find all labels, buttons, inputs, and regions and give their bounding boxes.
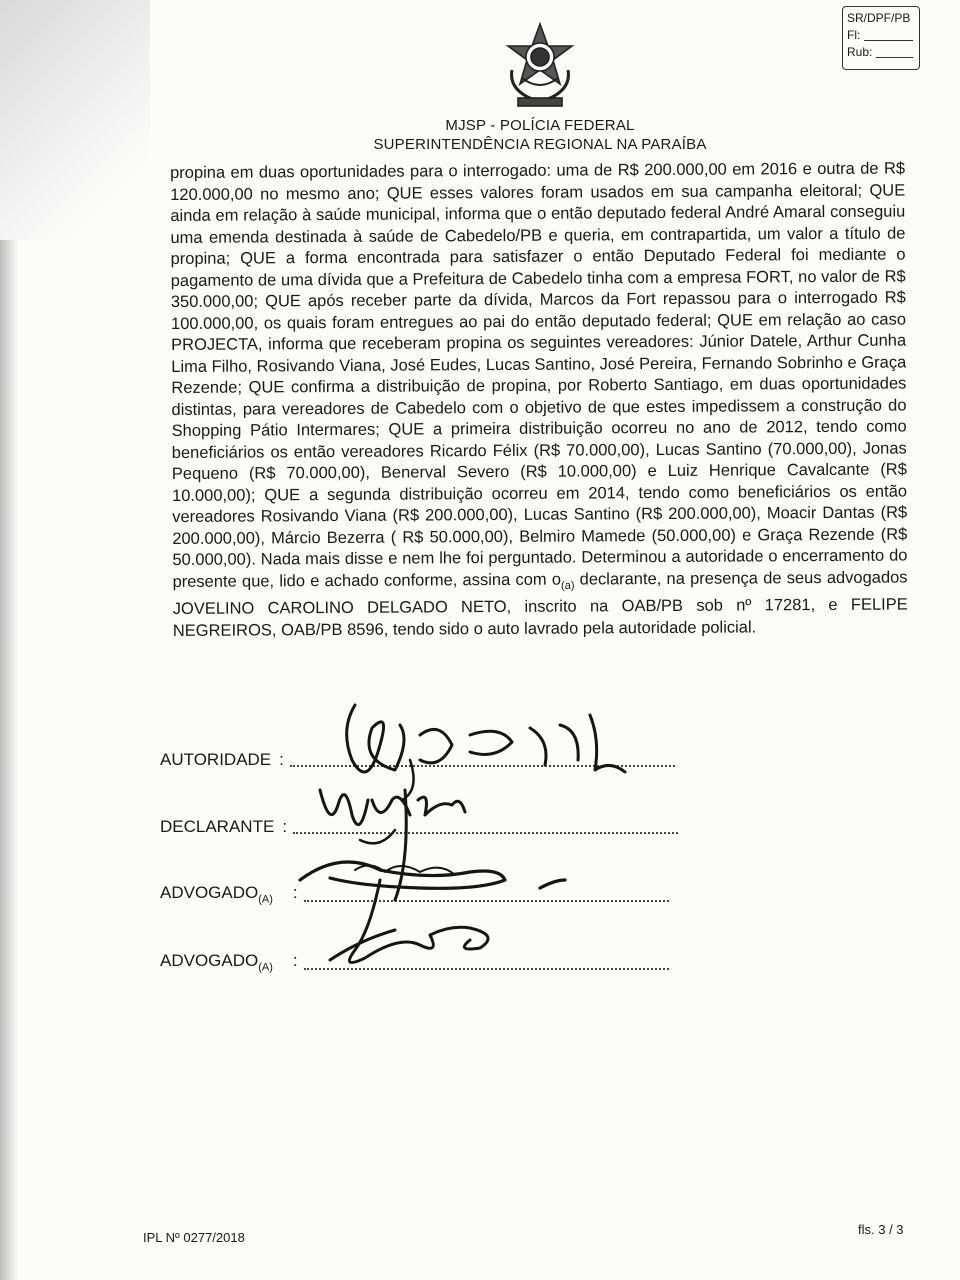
signature-label-declarante: DECLARANTE [160, 817, 275, 836]
signature-dotted-line [290, 764, 675, 767]
stamp-folio-label: Fl: [847, 28, 861, 42]
signature-separator: : [292, 883, 298, 902]
signature-line-autoridade [160, 750, 675, 770]
stamp-folio-line [847, 27, 919, 44]
advogado-label-subscript: (A) [258, 893, 273, 906]
page-edge-shadow [0, 240, 18, 1280]
signature-dotted-line [304, 899, 669, 902]
page-number: fls. 3 / 3 [858, 1222, 904, 1237]
ipl-number: IPL Nº 0277/2018 [143, 1230, 245, 1245]
advogado-label-subscript: (A) [258, 961, 273, 974]
statement-subscript: (a) [560, 579, 575, 592]
signature-line-advogado-1 [160, 883, 669, 905]
signature-dotted-line [293, 831, 678, 834]
statement-text-part1: propina em duas oportunidades para o interrogado: uma de R$ 200.000,00 em 2016 e outra de R$ 120.000,00 no mesmo ano; QUE esses valores foram usados em sua campanha eleitoral; QUE ainda em relação à saúde municipal, informa que o então deputado federal André Amaral conseguiu uma emenda destinada à saúde de Cabedelo/PB e queria, em contrapartida, um valor a título de propina; QUE a forma encontrada para satisfazer o então Deputado Federal foi mediante o pagamento de uma dívida que a Prefeitura de Cabedelo tinha com a empresa FORT, no valor de R$ 350.000,00; QUE após receber parte da dívida, Marcos da Fort repassou para o interrogado R$ 100.000,00, os quais foram entregues ao pai do então deputado federal; QUE em relação ao caso PROJECTA, informa que receberam propina os seguintes vereadores: Júnior Datele, Arthur Cunha Lima Filho, Rosivando Viana, José Eudes, Lucas Santino, José Pereira, Fernando Sobrinho e Graça Rezende; QUE confirma a distribuição de propina, por Roberto Santiago, em duas oportunidades distintas, para vereadores de Cabedelo com o objetivo de que estes impedissem a construção do Shopping Pátio Intermares; QUE a primeira distribuição ocorreu no ano de 2012, tendo como beneficiários os então vereadores Ricardo Félix (R$ 70.000,00), Lucas Santino (70.000,00), Jonas Pequeno (R$ 70.000,00), Benerval Severo (R$ 10.000,00) e Luiz Henrique Cavalcante (R$ 10.000,00); QUE a segunda distribuição ocorreu em 2014, tendo como beneficiários os então vereadores Rosivando Viana (R$ 200.000,00), Lucas Santino (R$ 200.000,00), Moacir Dantas (R$ 200.000,00), Márcio Bezerra ( R$ 50.000,00), Belmiro Mamede (50.000,00) e Graça Rezende (R$ 50.000,00). Nada mais disse e nem lhe foi perguntado. Determinou a autoridade o encerramento do presente que, lido e achado conforme, assina com o [170, 159, 908, 591]
signature-separator: : [292, 951, 298, 970]
signature-label-advogado-2 [160, 951, 273, 973]
signature-label-advogado-1 [160, 883, 273, 905]
stamp-rubric-line [847, 44, 919, 61]
signature-separator: : [282, 817, 288, 836]
statement-text-part2: declarante, na presença de seus advogados JOVELINO CAROLINO DELGADO NETO, inscrito na OAB/PB sob nº 17281, e FELIPE NEGREIROS, OAB/PB 8596, tendo sido o auto lavrado pela autoridade policial. [172, 568, 908, 640]
signature-line-advogado-2 [160, 951, 669, 973]
stamp-office: SR/DPF/PB [847, 11, 911, 25]
statement-body [170, 159, 908, 643]
brazil-coat-of-arms-icon [498, 20, 582, 110]
page-fold-shadow [0, 0, 150, 240]
header-superintendency: SUPERINTENDÊNCIA REGIONAL NA PARAÍBA [373, 136, 707, 153]
advogado-label-text: ADVOGADO [160, 951, 259, 970]
advogado-label-text: ADVOGADO [160, 883, 259, 902]
signature-separator: : [279, 750, 284, 769]
signature-label-autoridade: AUTORIDADE [160, 750, 272, 769]
document-header [300, 116, 780, 154]
signature-line-declarante [160, 817, 678, 837]
signature-dotted-line [304, 967, 669, 970]
protocol-stamp [842, 6, 920, 70]
header-agency: MJSP - POLÍCIA FEDERAL [445, 117, 635, 134]
stamp-rubric-label: Rub: [847, 45, 873, 59]
